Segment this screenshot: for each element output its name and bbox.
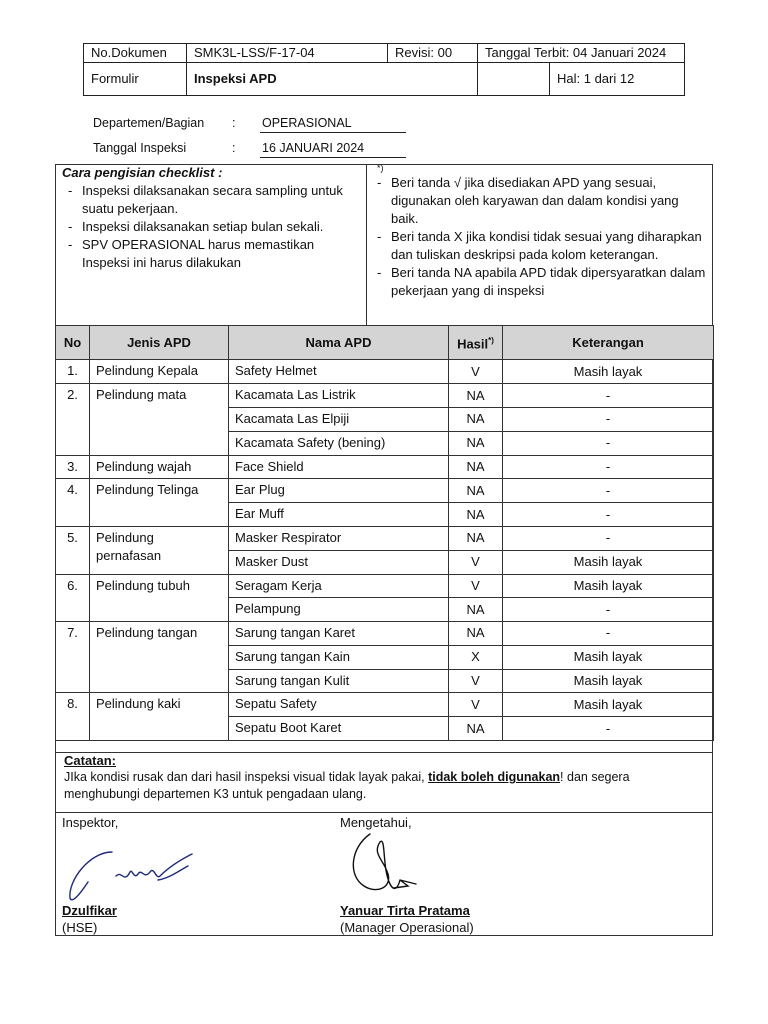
keterangan-cell: - [503,503,714,527]
inspector-role: (HSE) [62,920,98,935]
jenis-apd-cell: Pelindung tubuh [90,574,229,622]
keterangan-cell: - [503,384,714,408]
nama-apd-cell: Sepatu Boot Karet [229,717,449,741]
keterangan-cell: - [503,717,714,741]
nama-apd-cell: Safety Helmet [229,360,449,384]
hasil-cell: V [449,669,503,693]
keterangan-cell: - [503,622,714,646]
table-row [56,384,714,408]
instruction-item: - Beri tanda NA apabila APD tidak dipersyaratkan dalam pekerjaan yang di inspeksi [371,264,706,300]
notes-section [64,752,704,803]
jenis-apd-cell: Pelindung kaki [90,693,229,741]
table-header-row [56,326,714,360]
instruction-item: - Beri tanda √ jika disediakan APD yang sesuai, digunakan oleh karyawan dan dalam kondisi yang baik. [371,174,706,228]
doc-no-label: No.Dokumen [84,44,187,63]
table-row [56,574,714,598]
nama-apd-cell: Sepatu Safety [229,693,449,717]
inspector-signature [60,840,210,906]
hasil-cell: NA [449,479,503,503]
instructions-right [371,162,706,300]
nama-apd-cell: Sarung tangan Kulit [229,669,449,693]
keterangan-cell: Masih layak [503,645,714,669]
hasil-cell: NA [449,717,503,741]
jenis-apd-cell: Pelindung Telinga [90,479,229,527]
row-number: 1. [56,360,90,384]
nama-apd-cell: Kacamata Safety (bening) [229,431,449,455]
jenis-apd-cell: Pelindung pernafasan [90,526,229,574]
keterangan-cell: - [503,479,714,503]
hasil-cell: NA [449,503,503,527]
hasil-cell: NA [449,407,503,431]
jenis-apd-cell: Pelindung Kepala [90,360,229,384]
row-number: 8. [56,693,90,741]
nama-apd-cell: Kacamata Las Elpiji [229,407,449,431]
page-number: Hal: 1 dari 12 [557,71,635,86]
hasil-cell: NA [449,384,503,408]
col-header-keterangan: Keterangan [503,326,714,360]
keterangan-cell: - [503,431,714,455]
nama-apd-cell: Masker Dust [229,550,449,574]
keterangan-cell: Masih layak [503,669,714,693]
notes-text: JIka kondisi rusak dan dari hasil inspeksi visual tidak layak pakai, tidak boleh digunakan! dan segera menghubungi departemen K3 untuk pengadaan ulang. [64,770,630,801]
apd-table [55,325,714,741]
hasil-cell: NA [449,455,503,479]
hasil-cell: V [449,574,503,598]
dept-separator: : [232,116,236,130]
keterangan-cell: - [503,407,714,431]
nama-apd-cell: Face Shield [229,455,449,479]
nama-apd-cell: Sarung tangan Kain [229,645,449,669]
col-header-hasil: Hasil*) [449,326,503,360]
issue-date: Tanggal Terbit: 04 Januari 2024 [478,44,685,63]
col-header-jenis: Jenis APD [90,326,229,360]
row-number: 3. [56,455,90,479]
table-row [56,693,714,717]
hasil-cell: NA [449,622,503,646]
date-value: 16 JANUARI 2024 [260,140,406,158]
row-number: 2. [56,384,90,455]
keterangan-cell: Masih layak [503,550,714,574]
table-row [56,360,714,384]
nama-apd-cell: Seragam Kerja [229,574,449,598]
table-row [56,479,714,503]
inspector-label: Inspektor, [62,815,119,830]
jenis-apd-cell: Pelindung tangan [90,622,229,693]
row-number: 7. [56,622,90,693]
instruction-item: - SPV OPERASIONAL harus memastikan Inspeksi ini harus dilakukan [62,236,362,272]
instructions-marker: *) [377,163,384,173]
inspector-name: Dzulfikar [62,903,117,918]
nama-apd-cell: Sarung tangan Karet [229,622,449,646]
nama-apd-cell: Masker Respirator [229,526,449,550]
document-header-table [83,43,685,96]
instructions-title: Cara pengisian checklist : [62,165,223,180]
doc-no-value: SMK3L-LSS/F-17-04 [187,44,388,63]
hasil-cell: V [449,550,503,574]
nama-apd-cell: Kacamata Las Listrik [229,384,449,408]
dept-value: OPERASIONAL [260,115,406,133]
form-title: Inspeksi APD [187,63,478,96]
nama-apd-cell: Ear Plug [229,479,449,503]
table-row [56,622,714,646]
jenis-apd-cell: Pelindung mata [90,384,229,455]
nama-apd-cell: Ear Muff [229,503,449,527]
approver-name: Yanuar Tirta Pratama [340,903,470,918]
date-label: Tanggal Inspeksi [93,141,187,155]
row-number: 4. [56,479,90,527]
date-separator: : [232,141,236,155]
instruction-item: - Inspeksi dilaksanakan setiap bulan sekali. [62,218,362,236]
keterangan-cell: - [503,598,714,622]
hasil-cell: V [449,360,503,384]
keterangan-cell: - [503,455,714,479]
keterangan-cell: Masih layak [503,360,714,384]
hasil-cell: NA [449,431,503,455]
approver-role: (Manager Operasional) [340,920,474,935]
approver-signature [342,828,442,902]
dept-label: Departemen/Bagian [93,116,205,130]
hasil-cell: X [449,645,503,669]
hasil-cell: NA [449,598,503,622]
hasil-cell: NA [449,526,503,550]
notes-title: Catatan: [64,753,117,768]
row-number: 6. [56,574,90,622]
row-number: 5. [56,526,90,574]
approver-label: Mengetahui, [340,815,412,830]
revision: Revisi: 00 [388,44,478,63]
keterangan-cell: Masih layak [503,574,714,598]
col-header-no: No [56,326,90,360]
keterangan-cell: - [503,526,714,550]
instructions-left [62,164,362,272]
col-header-nama: Nama APD [229,326,449,360]
nama-apd-cell: Pelampung [229,598,449,622]
instruction-item: - Beri tanda X jika kondisi tidak sesuai yang diharapkan dan tuliskan deskripsi pada kolom keterangan. [371,228,706,264]
table-row [56,526,714,550]
jenis-apd-cell: Pelindung wajah [90,455,229,479]
hasil-cell: V [449,693,503,717]
table-row [56,455,714,479]
keterangan-cell: Masih layak [503,693,714,717]
form-label: Formulir [84,63,187,96]
instruction-item: - Inspeksi dilaksanakan secara sampling untuk suatu pekerjaan. [62,182,362,218]
